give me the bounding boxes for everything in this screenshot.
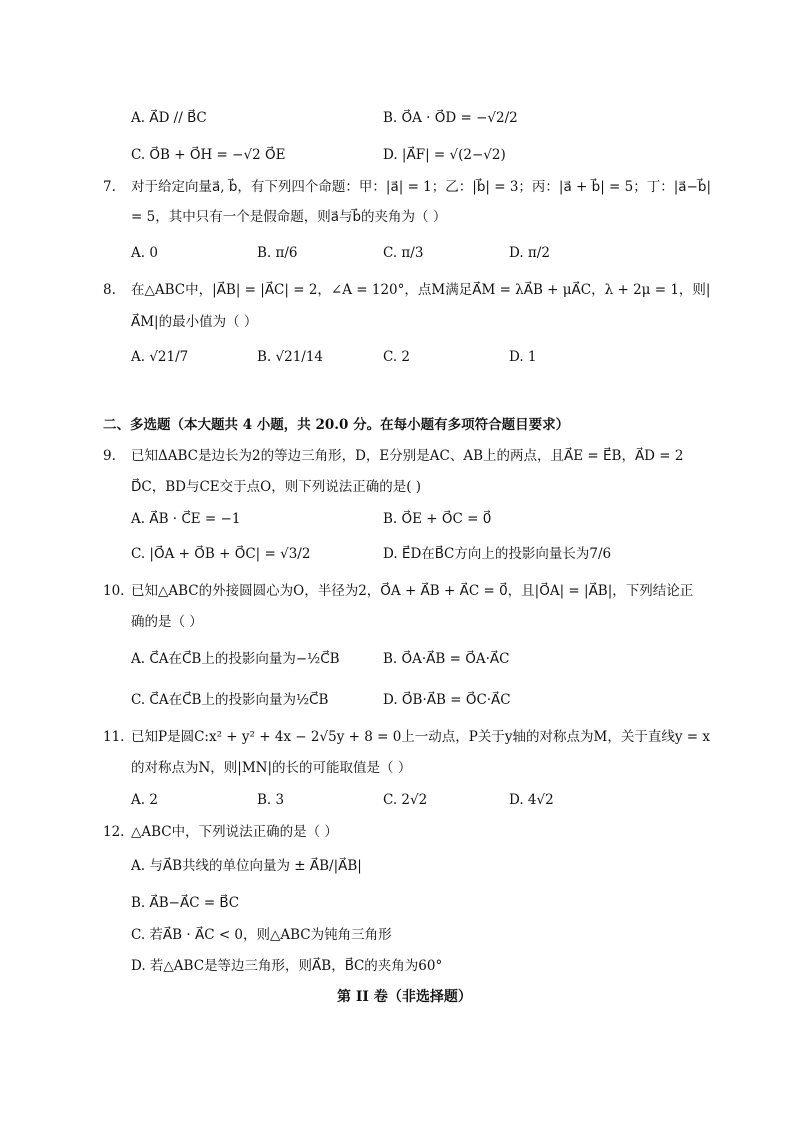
q12-option-a: A. 与A⃗B共线的单位向量为 ± A⃗B/|A⃗B| bbox=[131, 858, 362, 874]
q6-option-d: D. |A⃗F| = √(2−√2) bbox=[383, 147, 506, 163]
q10-number: 10. bbox=[103, 583, 125, 599]
q11-option-c: C. 2√2 bbox=[383, 792, 428, 808]
q7-number: 7. bbox=[103, 179, 116, 195]
q8-option-c: C. 2 bbox=[383, 349, 411, 365]
q11-option-d: D. 4√2 bbox=[509, 792, 554, 808]
part-ii-title: 第 II 卷（非选择题） bbox=[337, 989, 472, 1005]
q11-number: 11. bbox=[103, 729, 125, 745]
q10-stem-line1: 已知△ABC的外接圆圆心为O，半径为2，O⃗A + A⃗B + A⃗C = 0⃗，且|O⃗A| = |A⃗B|，下列结论正 bbox=[131, 583, 694, 599]
q7-option-c: C. π/3 bbox=[383, 245, 424, 261]
q9-option-d: D. E⃗D在B⃗C方向上的投影向量长为7/6 bbox=[383, 546, 612, 562]
section-multi-choice-heading: 二、多选题（本大题共 4 小题，共 20.0 分。在每小题有多项符合题目要求） bbox=[103, 417, 570, 433]
q10-option-b: B. O⃗A·A⃗B = O⃗A·A⃗C bbox=[383, 651, 510, 667]
q9-option-a: A. A⃗B · C⃗E = −1 bbox=[131, 511, 241, 527]
q9-option-b: B. O⃗E + O⃗C = 0⃗ bbox=[383, 511, 492, 527]
q10-stem-line2: 确的是（ ） bbox=[131, 614, 203, 630]
q10-option-c: C. C⃗A在C⃗B上的投影向量为½C⃗B bbox=[131, 692, 329, 708]
q9-stem-line2: D⃗C，BD与CE交于点O，则下列说法正确的是( ) bbox=[131, 479, 422, 495]
q9-number: 9. bbox=[103, 448, 116, 464]
q10-option-d: D. O⃗B·A⃗B = O⃗C·A⃗C bbox=[383, 692, 511, 708]
q10-option-a: A. C⃗A在C⃗B上的投影向量为−½C⃗B bbox=[131, 651, 340, 667]
q9-stem-line1: 已知ΔABC是边长为2的等边三角形，D，E分别是AC、AB上的两点，且A⃗E = E⃗B，A⃗D = 2 bbox=[131, 448, 684, 464]
q7-option-a: A. 0 bbox=[131, 245, 158, 261]
q8-option-b: B. √21/14 bbox=[257, 349, 324, 365]
q11-stem-line1: 已知P是圆C:x² + y² + 4x − 2√5y + 8 = 0上一动点，P关于y轴的对称点为M，关于直线y = x bbox=[131, 729, 710, 745]
q6-option-b: B. O⃗A · O⃗D = −√2/2 bbox=[383, 110, 518, 126]
q11-stem-line2: 的对称点为N，则|MN|的长的可能取值是（ ） bbox=[131, 760, 412, 776]
q8-stem-line1: 在△ABC中，|A⃗B| = |A⃗C| = 2，∠A = 120°，点M满足A⃗M = λA⃗B + μA⃗C，λ + 2μ = 1，则| bbox=[131, 282, 711, 298]
q11-option-b: B. 3 bbox=[257, 792, 285, 808]
q11-option-a: A. 2 bbox=[131, 792, 158, 808]
q8-option-a: A. √21/7 bbox=[131, 349, 189, 365]
q8-number: 8. bbox=[103, 282, 116, 298]
q7-stem-line2: = 5，其中只有一个是假命题，则a⃗与b⃗的夹角为（ ） bbox=[131, 209, 447, 225]
q12-option-c: C. 若A⃗B · A⃗C < 0，则△ABC为钝角三角形 bbox=[131, 927, 392, 943]
q12-number: 12. bbox=[103, 824, 125, 840]
q12-option-d: D. 若△ABC是等边三角形，则A⃗B，B⃗C的夹角为60° bbox=[131, 958, 443, 974]
q12-stem-line1: △ABC中，下列说法正确的是（ ） bbox=[131, 824, 338, 840]
q6-option-a: A. A⃗D // B⃗C bbox=[131, 110, 207, 126]
q8-option-d: D. 1 bbox=[509, 349, 537, 365]
q7-option-b: B. π/6 bbox=[257, 245, 298, 261]
q8-stem-line2: A⃗M|的最小值为（ ） bbox=[131, 314, 258, 330]
q7-option-d: D. π/2 bbox=[509, 245, 550, 261]
q9-option-c: C. |O⃗A + O⃗B + O⃗C| = √3/2 bbox=[131, 546, 311, 562]
q7-stem-line1: 对于给定向量a⃗, b⃗，有下列四个命题：甲：|a⃗| = 1；乙：|b⃗| = 3；丙：|a⃗ + b⃗| = 5；丁：|a⃗−b⃗| bbox=[131, 179, 711, 195]
q6-option-c: C. O⃗B + O⃗H = −√2 O⃗E bbox=[131, 147, 286, 163]
q12-option-b: B. A⃗B−A⃗C = B⃗C bbox=[131, 895, 240, 911]
